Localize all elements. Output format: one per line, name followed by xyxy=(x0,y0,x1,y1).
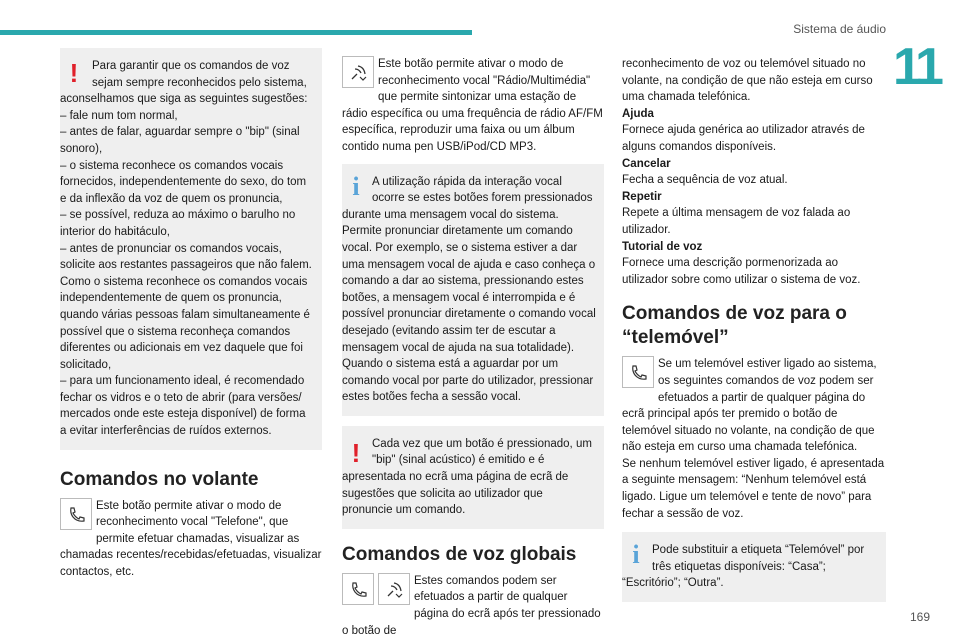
warning-box-beep xyxy=(342,426,604,529)
continuation-text: reconhecimento de voz ou telemóvel situado no volante, na condição de que não esteja em curso uma chamada telefónica. xyxy=(622,58,873,104)
exclamation-icon: ! xyxy=(351,437,361,468)
warning-box xyxy=(60,48,322,450)
chapter-number: 11 xyxy=(893,38,940,96)
command-desc-repetir: Repete a última mensagem de voz falada ao utilizador. xyxy=(622,207,851,236)
command-desc-cancelar: Fecha a sequência de voz atual. xyxy=(622,174,788,187)
column-1 xyxy=(60,48,322,581)
header-accent-bar xyxy=(0,30,472,35)
tip-5: – antes de pronunciar os comandos vocais, solicite aos restantes passageiros que não falem. Como o sistema reconhece os comandos vocais independentemente de quem os pronuncia, quando várias pessoas falam simultaneamente é possível que o sistema reconheça comandos diferentes ou adicionais em vez daquele que foi solicitado, xyxy=(60,242,312,371)
phone-icon xyxy=(342,573,374,605)
section-title: Sistema de áudio xyxy=(793,22,886,36)
heading-phone-commands: Comandos de voz para o “telemóvel” xyxy=(622,303,847,349)
command-name-repetir: Repetir xyxy=(622,190,662,203)
heading-global-commands: Comandos de voz globais xyxy=(342,543,577,565)
steering-text: Este botão permite ativar o modo de reconhecimento vocal "Telefone", que permite efetuar chamadas, visualizar as chamadas recentes/recebidas/efetuadas, visualizar contactos, etc. xyxy=(60,499,322,579)
exclamation-icon: ! xyxy=(69,58,79,88)
tip-4: – se possível, reduza ao máximo o barulho no interior do habitáculo, xyxy=(60,209,296,238)
radio-multimedia-text: Este botão permite ativar o modo de reconhecimento vocal "Rádio/Multimédia" que permite sintonizar uma estação de rádio específica ou uma frequência de rádio AF/FM específica, reproduzir uma faixa ou um álbum contido numa pen USB/iPod/CD MP3. xyxy=(342,58,603,153)
command-desc-ajuda: Fornece ajuda genérica ao utilizador através de alguns comandos disponíveis. xyxy=(622,124,865,153)
voice-wave-icon xyxy=(342,56,374,88)
voice-wave-icon xyxy=(378,573,410,605)
info-icon: i xyxy=(352,171,360,201)
command-name-ajuda: Ajuda xyxy=(622,107,654,120)
global-commands-text: Estes comandos podem ser efetuados a partir de qualquer página do ecrã após ter pressionado o botão de xyxy=(342,574,601,637)
phone-commands-text: Se um telemóvel estiver ligado ao sistema, os seguintes comandos de voz podem ser efetuados a partir de qualquer página do ecrã principal após ter premido o botão de telemóvel situado no volante, na condição de que não esteja em curso uma chamada telefónica. xyxy=(622,358,877,454)
command-name-tutorial: Tutorial de voz xyxy=(622,240,703,253)
phone-icon xyxy=(60,498,92,530)
tip-1: – fale num tom normal, xyxy=(60,109,178,122)
label-info-text: Pode substituir a etiqueta “Telemóvel” por três etiquetas disponíveis: “Casa”; “Escritório”; “Outra”. xyxy=(622,544,865,590)
beep-warning-text: Cada vez que um botão é pressionado, um "bip" (sinal acústico) é emitido e é apresentada no ecrã uma página de ecrã de sugestões que solicita ao utilizador que pronuncie um comando. xyxy=(342,437,592,517)
info-text: A utilização rápida da interação vocal ocorre se estes botões forem pressionados durante uma mensagem vocal do sistema. Permite pronunciar diretamente um comando vocal. Por exemplo, se o sistema estiver a dar uma mensagem vocal de ajuda e caso conheça o comando a dar ao sistema, pressionando estes botões, a mensagem vocal é interrompida e é possível pronunciar diretamente o comando vocal desejado (evitando assim ter de escutar a mensagem vocal de ajuda na sua totalidade). Quando o sistema está a aguardar por um comando vocal por parte do utilizador, pressionar estes botões fecha a sessão vocal. xyxy=(342,175,596,404)
column-2 xyxy=(342,48,604,639)
command-desc-tutorial: Fornece uma descrição pormenorizada ao utilizador sobre como utilizar o sistema de voz. xyxy=(622,257,861,286)
warning-intro: Para garantir que os comandos de voz sejam sempre reconhecidos pelo sistema, aconselhamos que siga as seguintes sugestões: xyxy=(60,60,308,106)
info-icon: i xyxy=(632,540,640,570)
heading-steering-controls: Comandos no volante xyxy=(60,468,259,490)
page-number: 169 xyxy=(909,610,930,624)
tip-6: – para um funcionamento ideal, é recomendado fechar os vidros e o teto de abrir (para versões/ mercados onde este esteja disponível) de forma a evitar interferências de ruídos externos. xyxy=(60,375,306,438)
info-box xyxy=(342,164,604,416)
no-phone-text: Se nenhum telemóvel estiver ligado, é apresentada a seguinte mensagem: “Nenhum telemóvel está ligado. Ligue um telemóvel e tente de novo” para fechar a sessão de voz. xyxy=(622,457,885,520)
info-box-label xyxy=(622,532,886,602)
phone-icon xyxy=(622,356,654,388)
tip-2: – antes de falar, aguardar sempre o "bip" (sinal sonoro), xyxy=(60,126,300,155)
column-3 xyxy=(622,48,886,602)
command-name-cancelar: Cancelar xyxy=(622,157,671,170)
tip-3: – o sistema reconhece os comandos vocais fornecidos, independentemente do sexo, do tom e da inflexão da voz de quem os pronuncia, xyxy=(60,159,307,205)
